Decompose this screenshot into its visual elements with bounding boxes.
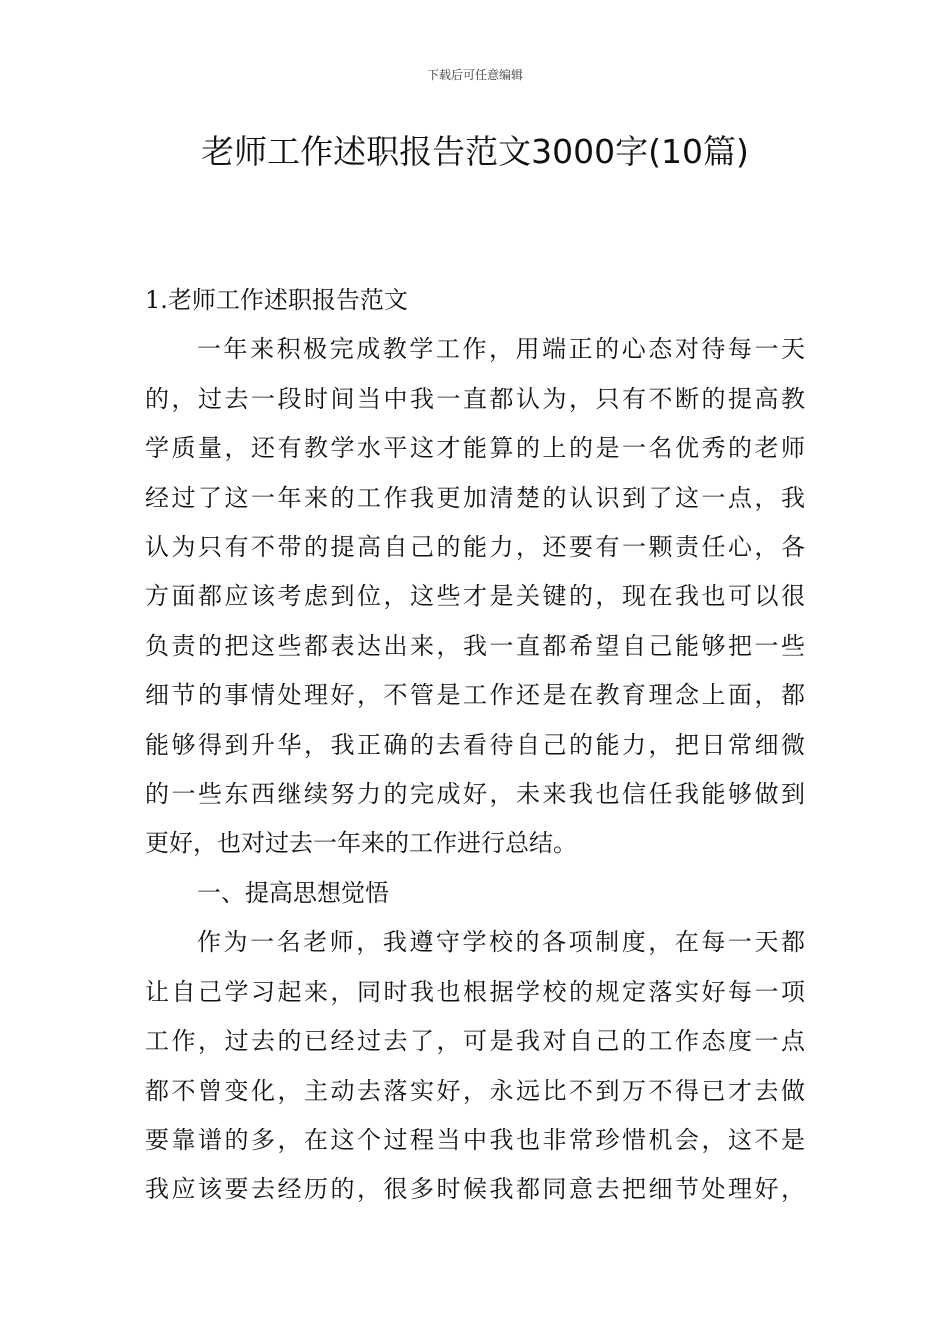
paragraph-line: 我应该要去经历的，很多时候我都同意去把细节处理好， bbox=[145, 1175, 805, 1204]
subheading-line: 一、提高思想觉悟 bbox=[197, 878, 389, 907]
paragraph-line: 要靠谱的多，在这个过程当中我也非常珍惜机会，这不是 bbox=[145, 1125, 805, 1154]
paragraph-line: 让自己学习起来，同时我也根据学校的规定落实好每一项 bbox=[145, 977, 805, 1006]
paragraph-line: 工作，过去的已经过去了，可是我对自己的工作态度一点 bbox=[145, 1027, 805, 1056]
header-note: 下载后可任意编辑 bbox=[426, 68, 523, 82]
paragraph-line: 都不曾变化，主动去落实好，永远比不到万不得已才去做 bbox=[145, 1076, 805, 1105]
paragraph-line: 认为只有不带的提高自己的能力，还要有一颗责任心，各 bbox=[145, 533, 805, 562]
subheading-1 bbox=[145, 869, 805, 918]
paragraph-line: 更好，也对过去一年来的工作进行总结。 bbox=[145, 829, 577, 858]
paragraph-line: 方面都应该考虑到位，这些才是关键的，现在我也可以很 bbox=[145, 582, 805, 611]
paragraph-line: 负责的把这些都表达出来，我一直都希望自己能够把一些 bbox=[145, 631, 805, 660]
paragraph-line: 细节的事情处理好，不管是工作还是在教育理念上面，都 bbox=[145, 681, 805, 710]
document-body bbox=[145, 276, 805, 1215]
paragraph-1 bbox=[145, 325, 805, 868]
paragraph-line: 的，过去一段时间当中我一直都认为，只有不断的提高教 bbox=[145, 384, 805, 413]
document-title: 老师工作述职报告范文3000字(10篇) bbox=[201, 132, 749, 171]
paragraph-2 bbox=[145, 918, 805, 1214]
section-heading: 1.老师工作述职报告范文 bbox=[145, 286, 408, 314]
paragraph-line: 能够得到升华，我正确的去看待自己的能力，把日常细微 bbox=[145, 730, 805, 759]
paragraph-line: 学质量，还有教学水平这才能算的上的是一名优秀的老师 bbox=[145, 434, 805, 463]
paragraph-line: 的一些东西继续努力的完成好，未来我也信任我能够做到 bbox=[145, 780, 805, 809]
paragraph-line: 经过了这一年来的工作我更加清楚的认识到了这一点，我 bbox=[145, 483, 805, 512]
paragraph-line: 作为一名老师，我遵守学校的各项制度，在每一天都 bbox=[197, 928, 805, 957]
paragraph-line: 一年来积极完成教学工作，用端正的心态对待每一天 bbox=[197, 335, 805, 364]
